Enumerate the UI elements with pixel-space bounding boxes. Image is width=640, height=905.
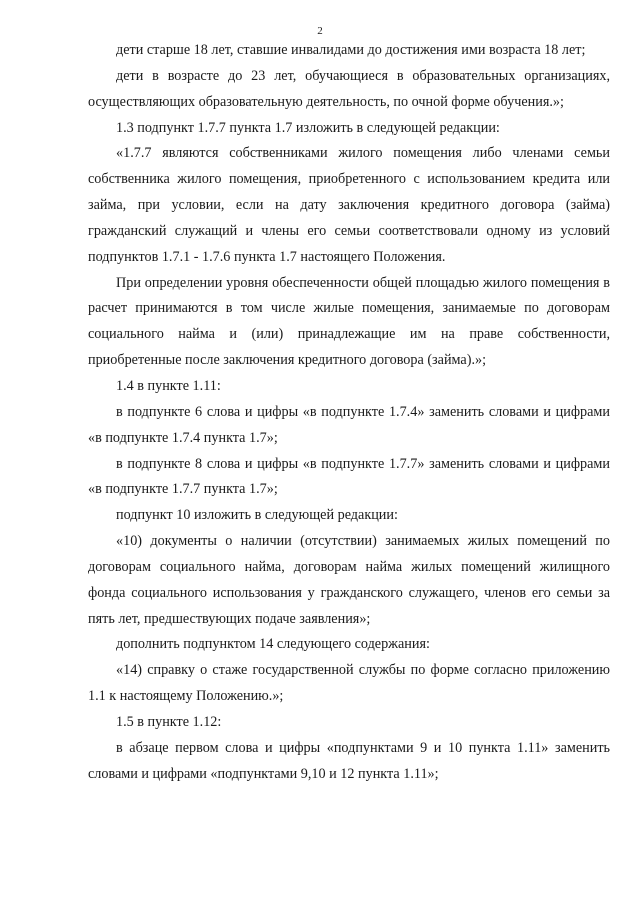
paragraph-5: При определении уровня обеспеченности общей площадью жилого помещения в расчет принимаются в том числе жилые помещения, занимаемые по договорам социального найма и (или) принадлежащие им на праве собственности, приобретенные после заключения кредитного договора (займа).»; <box>88 274 610 369</box>
paragraph-3: 1.3 подпункт 1.7.7 пункта 1.7 изложить в следующей редакции: <box>116 119 500 136</box>
paragraph-9: подпункт 10 изложить в следующей редакции: <box>116 507 398 524</box>
document-body <box>88 38 610 787</box>
paragraph-8: в подпункте 8 слова и цифры «в подпункте 1.7.7» заменить словами и цифрами «в подпункте 1.7.7 пункта 1.7»; <box>88 455 610 498</box>
paragraph-11: дополнить подпунктом 14 следующего содержания: <box>116 636 430 653</box>
paragraph-13: 1.5 в пункте 1.12: <box>116 713 222 730</box>
paragraph-4: «1.7.7 являются собственниками жилого помещения либо членами семьи собственника жилого помещения, приобретенного с использованием кредита или займа, при условии, если на дату заключения кредитного договора (займа) гражданский служащий и члены его семьи соответствовали одному из условий подпунктов 1.7.1 - 1.7.6 пункта 1.7 настоящего Положения. <box>88 145 610 265</box>
page-number: 2 <box>317 25 323 37</box>
paragraph-14: в абзаце первом слова и цифры «подпунктами 9 и 10 пункта 1.11» заменить словами и цифрами «подпунктами 9,10 и 12 пункта 1.11»; <box>88 739 610 782</box>
paragraph-12: «14) справку о стаже государственной службы по форме согласно приложению 1.1 к настоящему Положению.»; <box>88 662 610 705</box>
paragraph-7: в подпункте 6 слова и цифры «в подпункте 1.7.4» заменить словами и цифрами «в подпункте 1.7.4 пункта 1.7»; <box>88 403 610 446</box>
paragraph-6: 1.4 в пункте 1.11: <box>116 377 221 394</box>
paragraph-10: «10) документы о наличии (отсутствии) занимаемых жилых помещений по договорам социального найма, договорам найма жилых помещений жилищного фонда социального использования у гражданского служащего, членов его семьи за пять лет, предшествующих подаче заявления»; <box>88 533 610 627</box>
paragraph-2: дети в возрасте до 23 лет, обучающиеся в образовательных организациях, осуществляющих образовательную деятельность, по очной форме обучения.»; <box>88 67 610 110</box>
paragraph-1: дети старше 18 лет, ставшие инвалидами до достижения ими возраста 18 лет; <box>116 42 586 58</box>
